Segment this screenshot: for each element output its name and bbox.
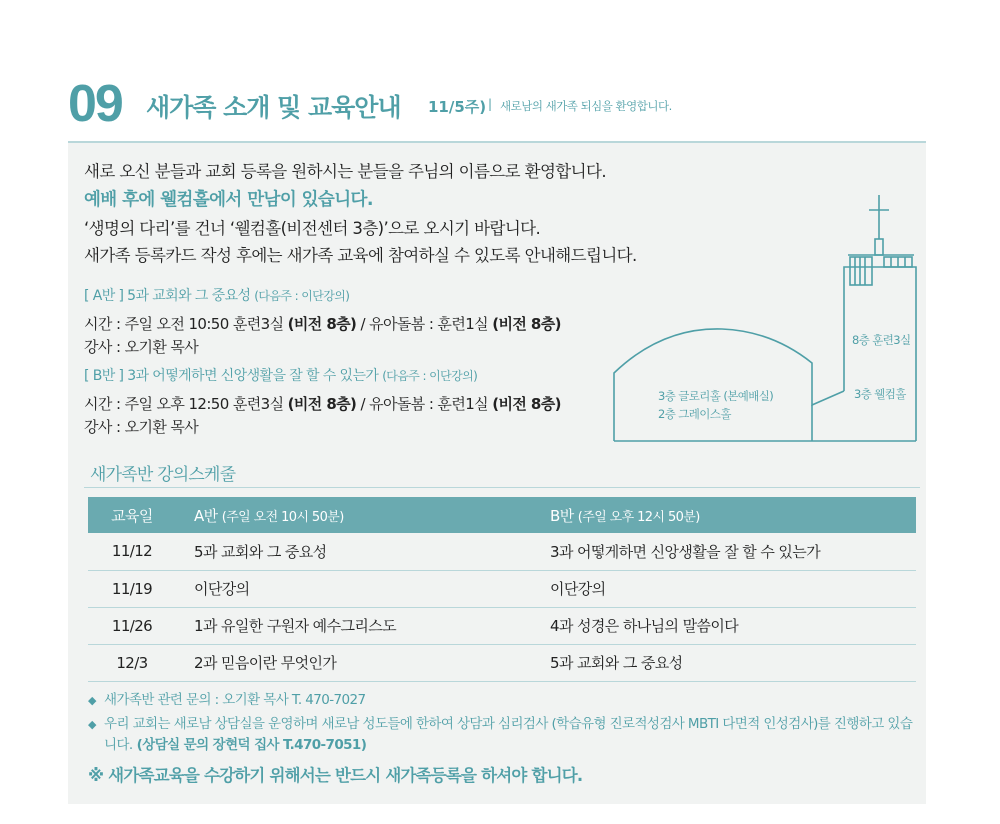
- class-b-time: [84, 393, 644, 416]
- section-number: 09: [68, 75, 122, 133]
- class-a-nursery-location: (비전 8층): [492, 315, 561, 333]
- class-a-heading: [84, 286, 644, 306]
- col-a-time: (주일 오전 10시 50분): [221, 509, 344, 525]
- col-b-time: (주일 오후 12시 50분): [577, 509, 700, 525]
- class-b-time-location: (비전 8층): [287, 395, 357, 413]
- col-a-header: [176, 497, 550, 533]
- class-a-block: [84, 286, 644, 359]
- note-counseling-contact: (상담실 문의 장현덕 집사 T.470-7051): [132, 737, 367, 753]
- class-b-title: [ B반 ] 3과 어떻게하면 신앙생활을 잘 할 수 있는가: [84, 368, 379, 384]
- week-label: 11/5주): [428, 98, 487, 116]
- class-b-block: [84, 366, 644, 439]
- label-3f-glory-hall: 3층 글로리홀 (본예배실): [658, 389, 774, 403]
- tower-body: [844, 267, 916, 441]
- intro-line-welcome: 새로 오신 분들과 교회 등록을 원하시는 분들을 주님의 이름으로 환영합니다.: [84, 162, 606, 181]
- row-class-a: 5과 교회와 그 중요성: [176, 533, 550, 570]
- class-b-next: (다음주 : 이단강의): [382, 369, 478, 383]
- row-class-b: 이단강의: [550, 570, 916, 607]
- row-class-a: 1과 유일한 구원자 예수그리스도: [176, 607, 550, 644]
- diamond-bullet-icon: ◆: [88, 694, 96, 707]
- class-b-nursery-location: (비전 8층): [492, 395, 561, 413]
- class-a-teacher: 강사 : 오기환 목사: [84, 338, 199, 356]
- note-counseling-text: 우리 교회는 새로남 상담실을 운영하며 새로남 성도들에 한하여 상담과 심리검사 (학습유형 진로적성검사 MBTI 다면적 인성검사)를 진행하고 있습니다.: [104, 716, 913, 753]
- spire-base: [875, 239, 883, 255]
- class-a-title: [ A반 ] 5과 교회와 그 중요성: [84, 288, 251, 304]
- col-date-header: 교육일: [88, 497, 176, 533]
- diamond-bullet-icon: ◆: [88, 718, 96, 731]
- schedule-header-row: [88, 497, 916, 533]
- class-a-time: [84, 313, 644, 336]
- row-date: 11/12: [88, 533, 176, 570]
- intro-highlight: 예배 후에 웰컴홀에서 만남이 있습니다.: [84, 190, 373, 210]
- table-row: [88, 533, 916, 570]
- tower-pillars-left: [850, 257, 872, 285]
- registration-required-notice: ※ 새가족교육을 수강하기 위해서는 반드시 새가족등록을 하셔야 합니다.: [88, 766, 583, 785]
- header-separator: |: [488, 97, 493, 111]
- row-date: 11/19: [88, 570, 176, 607]
- panel-divider: [68, 141, 926, 143]
- class-a-time-text: 시간 : 주일 오전 10:50 훈련3실: [84, 315, 288, 333]
- label-3f-welcome-hall: 3층 웰컴홀: [854, 387, 906, 401]
- row-date: 12/3: [88, 644, 176, 681]
- class-b-nursery-text: / 유아돌봄 : 훈련1실: [356, 395, 493, 413]
- col-b-header: [550, 497, 916, 533]
- row-class-b: 3과 어떻게하면 신앙생활을 잘 할 수 있는가: [550, 533, 916, 570]
- class-a-next: (다음주 : 이단강의): [254, 289, 350, 303]
- table-row: [88, 570, 916, 607]
- dome-hall: [614, 329, 844, 441]
- table-row: [88, 607, 916, 644]
- section-title: 새가족 소개 및 교육안내: [146, 93, 401, 122]
- section-subtitle: 새로남의 새가족 되심을 환영합니다.: [500, 99, 672, 113]
- col-a-name: A반: [194, 506, 218, 525]
- class-a-time-location: (비전 8층): [287, 315, 357, 333]
- row-class-a: 이단강의: [176, 570, 550, 607]
- note-counseling: [88, 714, 918, 756]
- label-2f-grace-hall: 2층 그레이스홀: [658, 407, 731, 421]
- intro-line-registration: 새가족 등록카드 작성 후에는 새가족 교육에 참여하실 수 있도록 안내해드립니다.: [84, 246, 637, 265]
- label-8f-training: 8층 훈련3실: [852, 333, 911, 347]
- row-class-b: 5과 교회와 그 중요성: [550, 644, 916, 681]
- schedule-title: 새가족반 강의스케줄: [90, 465, 236, 485]
- note-contact: [88, 690, 918, 711]
- row-date: 11/26: [88, 607, 176, 644]
- intro-line-directions: ‘생명의 다리’를 건너 ‘웰컴홀(비전센터 3층)’으로 오시기 바랍니다.: [84, 219, 541, 238]
- note-contact-text: 새가족반 관련 문의 : 오기환 목사 T. 470-7027: [104, 692, 366, 708]
- class-a-nursery-text: / 유아돌봄 : 훈련1실: [356, 315, 493, 333]
- class-b-teacher: 강사 : 오기환 목사: [84, 418, 199, 436]
- section-header: [68, 75, 928, 138]
- col-b-name: B반: [550, 506, 574, 525]
- schedule-table: [88, 497, 916, 682]
- schedule-divider: [84, 487, 920, 488]
- notes-block: [88, 690, 918, 786]
- table-row: [88, 644, 916, 681]
- row-class-a: 2과 믿음이란 무엇인가: [176, 644, 550, 681]
- class-b-time-text: 시간 : 주일 오후 12:50 훈련3실: [84, 395, 288, 413]
- row-class-b: 4과 성경은 하나님의 말씀이다: [550, 607, 916, 644]
- class-b-heading: [84, 366, 644, 386]
